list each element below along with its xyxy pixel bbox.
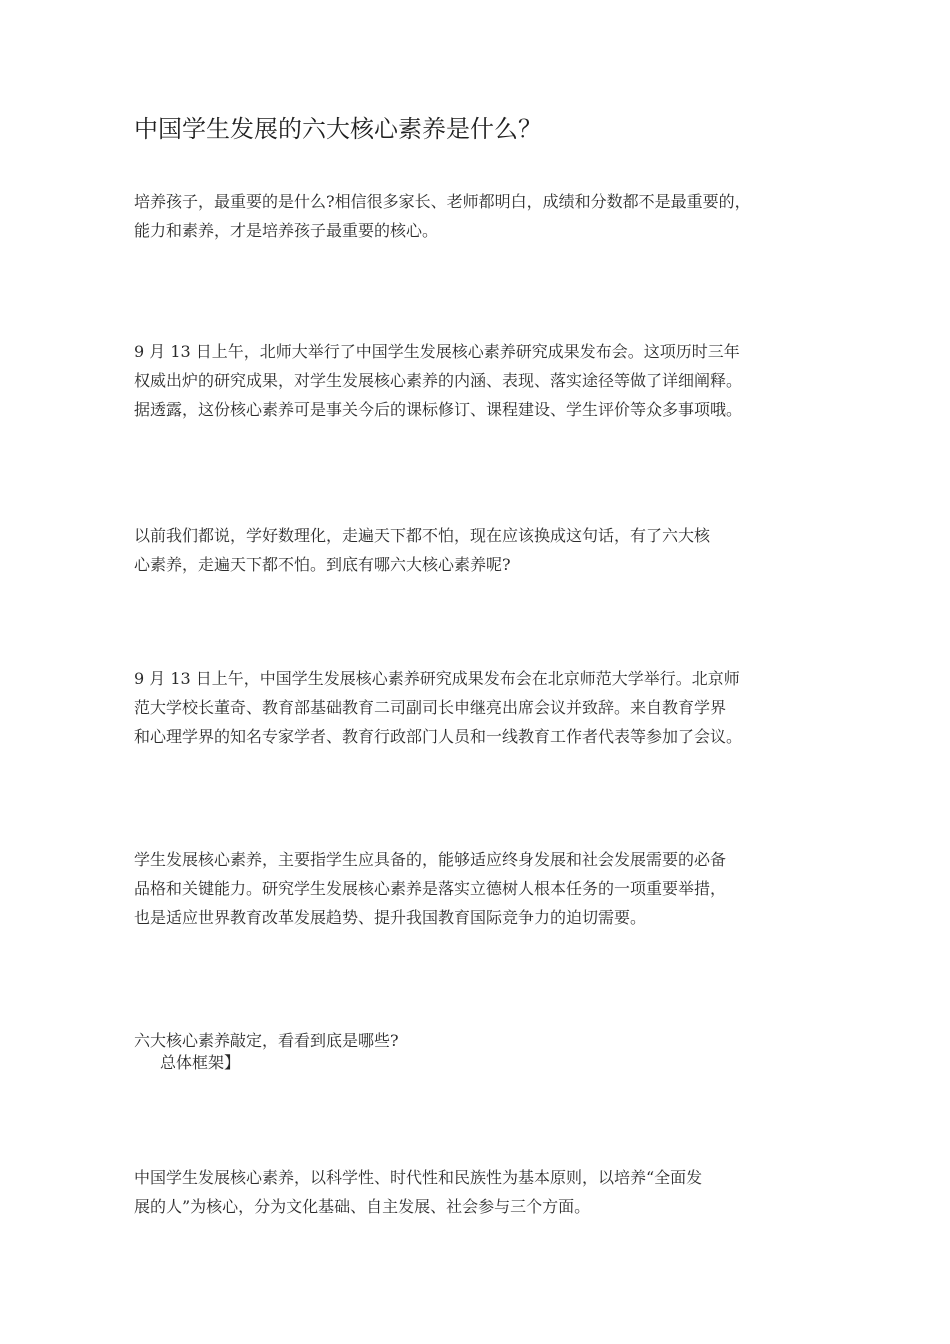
paragraph-line: 9 月 13 日上午，中国学生发展核心素养研究成果发布会在北京师范大学举行。北京师 <box>134 669 740 688</box>
document-title: 中国学生发展的六大核心素养是什么？ <box>134 115 542 143</box>
paragraph-intro <box>134 187 834 245</box>
paragraph-line: 品格和关键能力。研究学生发展核心素养是落实立德树人根本任务的一项重要举措， <box>134 879 727 898</box>
paragraph-line: 学生发展核心素养，主要指学生应具备的，能够适应终身发展和社会发展需要的必备 <box>134 850 727 869</box>
paragraph-six-core <box>134 1030 834 1074</box>
paragraph-release-news <box>134 337 834 424</box>
paragraph-line: 六大核心素养敲定，看看到底是哪些? <box>134 1031 399 1050</box>
paragraph-line: 以前我们都说，学好数理化，走遍天下都不怕，现在应该换成这句话，有了六大核 <box>134 526 711 545</box>
paragraph-line: 中国学生发展核心素养，以科学性、时代性和民族性为基本原则，以培养“全面发 <box>134 1168 703 1187</box>
paragraph-definition <box>134 845 834 932</box>
paragraph-line: 9 月 13 日上午，北师大举行了中国学生发展核心素养研究成果发布会。这项历时三年 <box>134 342 740 361</box>
paragraph-line: 据透露，这份核心素养可是事关今后的课标修订、课程建设、学生评价等众多事项哦。 <box>134 400 743 419</box>
section-heading-framework: 总体框架】 <box>160 1053 241 1072</box>
paragraph-line: 心素养，走遍天下都不怕。到底有哪六大核心素养呢? <box>134 555 511 574</box>
paragraph-framework <box>134 1163 834 1221</box>
paragraph-line: 范大学校长董奇、教育部基础教育二司副司长申继亮出席会议并致辞。来自教育学界 <box>134 698 727 717</box>
paragraph-line: 权威出炉的研究成果，对学生发展核心素养的内涵、表现、落实途径等做了详细阐释。 <box>134 371 743 390</box>
paragraph-line: 能力和素养，才是培养孩子最重要的核心。 <box>134 221 439 240</box>
paragraph-line: 和心理学界的知名专家学者、教育行政部门人员和一线教育工作者代表等参加了会议。 <box>134 727 743 746</box>
paragraph-line: 也是适应世界教育改革发展趋势、提升我国教育国际竞争力的迫切需要。 <box>134 908 647 927</box>
paragraph-line: 展的人”为核心，分为文化基础、自主发展、社会参与三个方面。 <box>134 1197 591 1216</box>
paragraph-conference <box>134 664 834 751</box>
paragraph-saying <box>134 521 834 579</box>
paragraph-line: 培养孩子，最重要的是什么?相信很多家长、老师都明白，成绩和分数都不是最重要的， <box>134 192 751 211</box>
